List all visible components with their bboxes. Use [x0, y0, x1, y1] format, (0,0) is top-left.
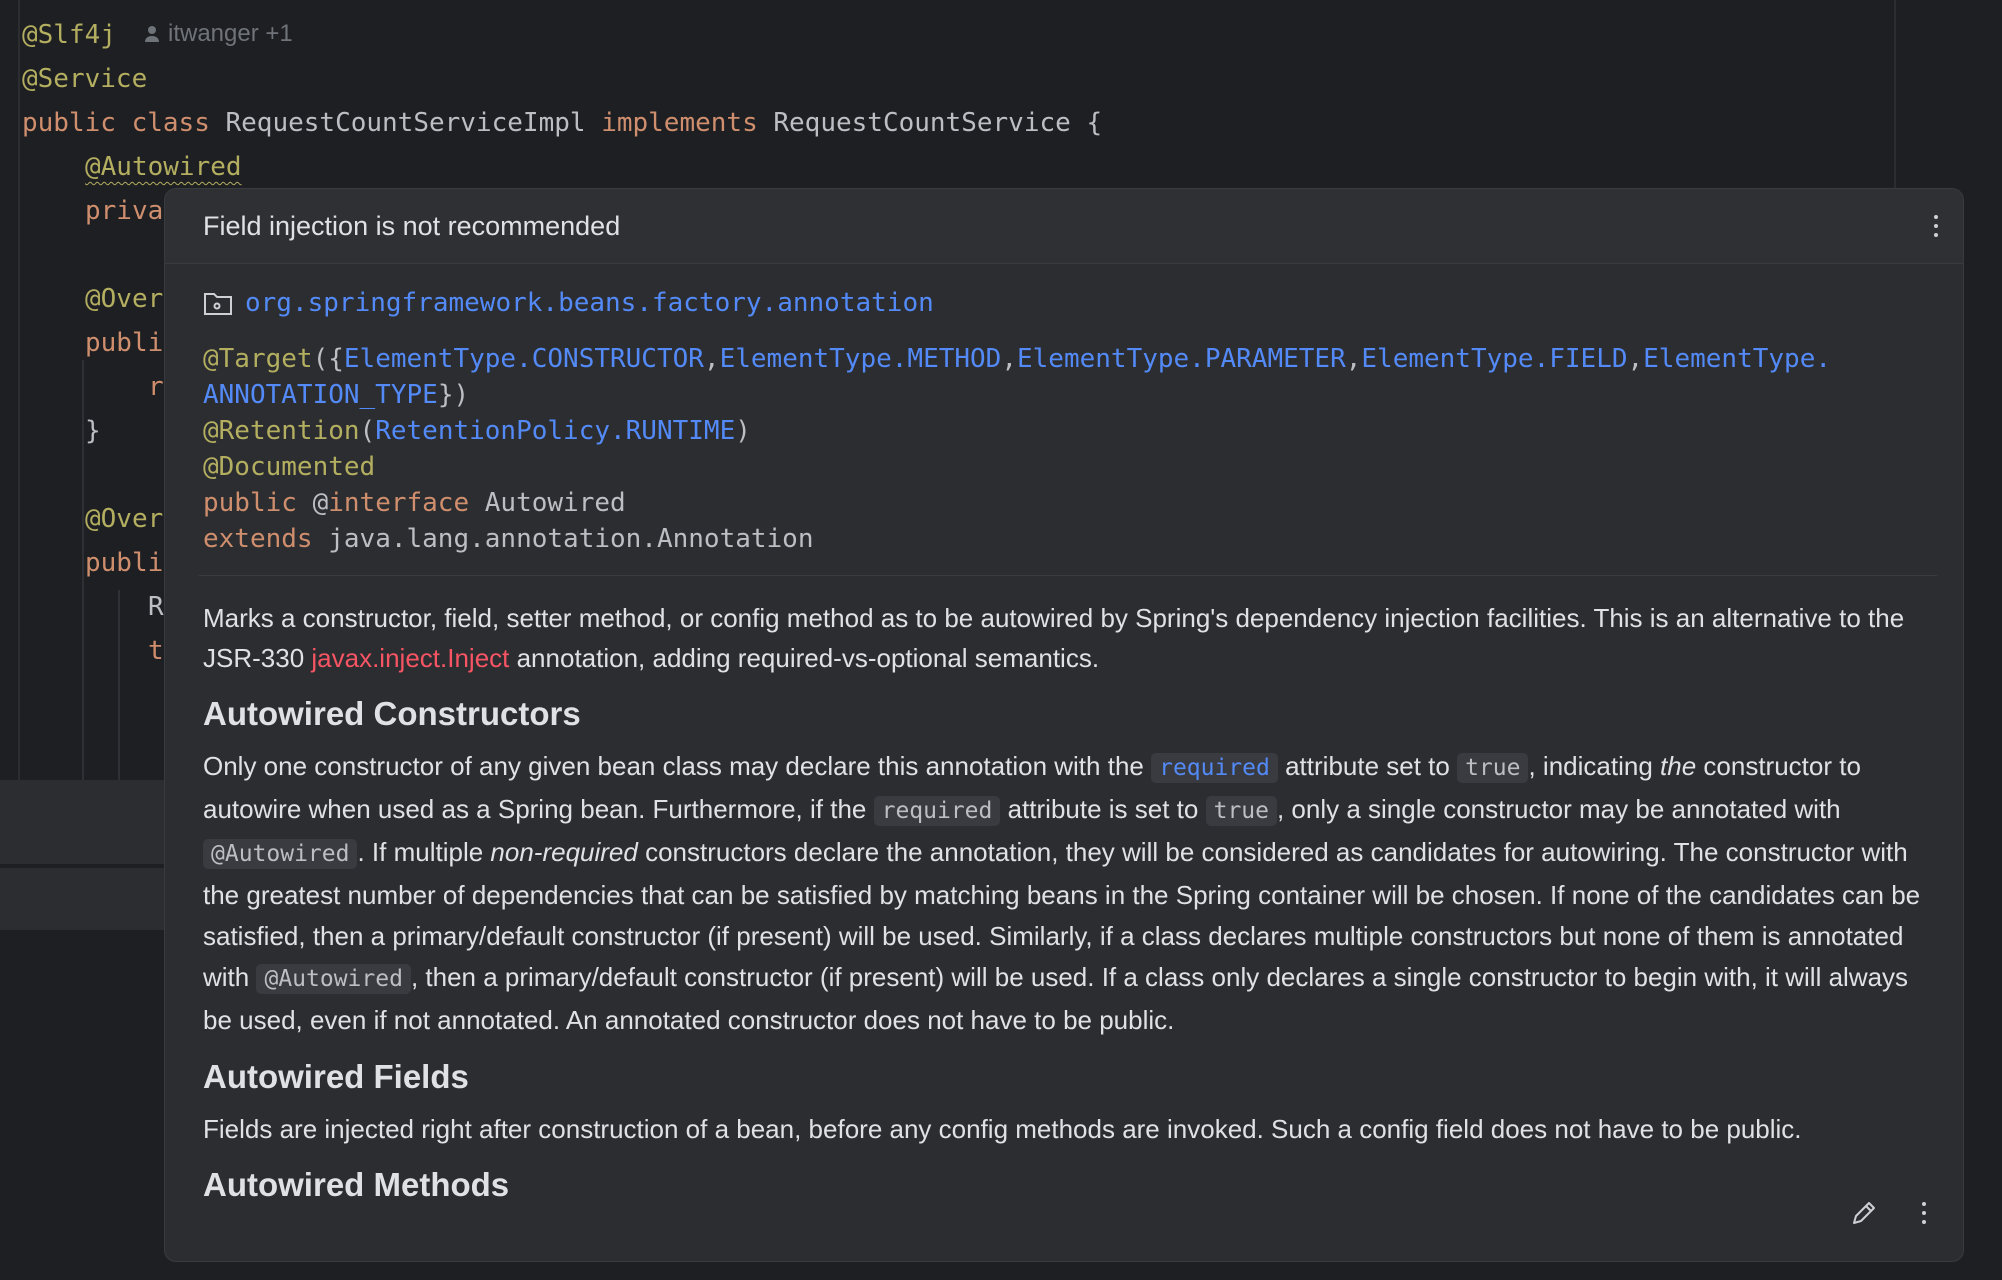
target-open: ({ — [312, 344, 344, 374]
popup-title: Field injection is not recommended — [203, 211, 621, 241]
code-line — [85, 546, 163, 580]
code-token: @Autowired — [85, 152, 242, 182]
element-type-link[interactable]: ElementType.PARAMETER — [1017, 344, 1346, 374]
code-token: } — [85, 416, 101, 446]
true-code: true — [1206, 796, 1277, 826]
code-line — [22, 62, 147, 96]
documentation-body — [203, 285, 1933, 1217]
text: constructor to autowire when used as a Spring bean. Furthermore, if the — [203, 751, 1861, 824]
code-token: priva — [85, 196, 164, 226]
code-token: publi — [85, 548, 164, 578]
annotation-signature — [203, 341, 1933, 557]
code-line — [148, 590, 164, 624]
text: attribute set to — [1277, 751, 1458, 781]
public-keyword: public — [203, 488, 297, 518]
target-line — [203, 341, 1933, 377]
element-type-link[interactable]: ElementType.METHOD — [719, 344, 1002, 374]
target-wrap-link[interactable]: ANNOTATION_TYPE — [203, 380, 438, 410]
code-token: publi — [85, 328, 164, 358]
code-line — [85, 194, 163, 228]
text: , indicating — [1528, 751, 1661, 781]
jsr330-link[interactable]: javax.inject.Inject — [311, 643, 510, 673]
editor-band — [0, 868, 170, 930]
text: attribute is set to — [1000, 794, 1206, 824]
paren-close: ) — [735, 416, 751, 446]
more-vertical-icon[interactable] — [1921, 206, 1951, 246]
quick-documentation-popup[interactable] — [164, 188, 1964, 1262]
annotation-name: Autowired — [484, 488, 626, 518]
code-line — [22, 106, 1102, 140]
code-token: @Service — [22, 64, 148, 94]
popup-footer-tools — [1849, 1193, 1939, 1233]
text: . If multiple — [357, 837, 491, 867]
code-token: R — [148, 592, 164, 622]
extends-type: java.lang.annotation.Annotation — [328, 524, 814, 554]
code-token: r — [148, 372, 164, 402]
autowired-code: @Autowired — [256, 964, 410, 994]
package-name[interactable]: org.springframework.beans.factory.annotation — [245, 288, 934, 318]
code-token: class — [131, 108, 226, 138]
code-line — [85, 326, 163, 360]
retention-value-link[interactable]: RetentionPolicy.RUNTIME — [375, 416, 736, 446]
element-type-link[interactable]: ElementType.FIELD — [1361, 344, 1628, 374]
comma: , — [1001, 344, 1017, 374]
target-items — [344, 344, 1831, 374]
required-code: required — [874, 796, 1001, 826]
true-code: true — [1457, 753, 1528, 783]
code-token: implements — [601, 108, 774, 138]
editor-band — [0, 780, 170, 864]
code-token: @Over — [85, 284, 164, 314]
pencil-icon[interactable] — [1849, 1198, 1879, 1228]
code-line — [85, 150, 242, 184]
intro-text: Marks a constructor, field, setter method, or config method as to be autowired by Spring's dependency injection facilities. This is an alternative to the JSR-330 — [203, 603, 1905, 673]
person-icon — [144, 25, 160, 43]
intro-paragraph — [203, 598, 1933, 678]
section-heading-constructors: Autowired Constructors — [203, 695, 581, 732]
target-close: }) — [437, 380, 470, 410]
package-folder-icon — [203, 290, 233, 316]
more-vertical-icon[interactable] — [1909, 1193, 1939, 1233]
emphasis: non-required — [490, 837, 638, 867]
text: constructors declare the annotation, they will be considered as candidates for autowiring. The constructor with the greatest number of dependencies that can be satisfied by matching beans in the Spring container will be chosen. If none of the candidates can be satisfied, then a primary/default constructor (if present) will be used. Similarly, if a class declares multiple constructors but none of them is annotated with — [203, 837, 1921, 992]
code-line — [85, 282, 163, 316]
element-type-link[interactable]: ElementType.CONSTRUCTOR — [343, 344, 704, 374]
element-type-link[interactable]: ElementType. — [1643, 344, 1831, 374]
indent-guide — [118, 590, 120, 780]
code-token: public — [22, 108, 132, 138]
comma: , — [1345, 344, 1362, 374]
target-annotation: @Target — [203, 344, 313, 374]
text: , then a primary/default constructor (if present) will be used. If a class only declares a single constructor to begin with, it will always be used, even if not annotated. An annotated constructor does not have to be public. — [203, 962, 1909, 1035]
indent-guide — [82, 360, 84, 780]
fields-paragraph: Fields are injected right after construction of a bean, before any config methods are invoked. Such a config field does not have to be public. — [203, 1114, 1802, 1144]
code-line — [148, 370, 164, 404]
code-token: @Over — [85, 504, 164, 534]
code-token: RequestCountServiceImpl — [225, 108, 602, 138]
popup-header — [165, 189, 1963, 264]
autowired-code: @Autowired — [203, 839, 357, 869]
code-token: t — [148, 636, 164, 666]
comma: , — [1627, 344, 1644, 374]
code-line — [148, 634, 164, 668]
constructors-paragraph — [203, 746, 1933, 1041]
documented-annotation: @Documented — [203, 452, 376, 482]
text: , only a single constructor may be annotated with — [1276, 794, 1841, 824]
emphasis: the — [1660, 751, 1697, 781]
code-line — [22, 18, 116, 52]
code-token: @Slf4j — [22, 20, 116, 50]
paren-open: ( — [359, 416, 376, 446]
text: Only one constructor of any given bean class may declare this annotation with the — [203, 751, 1152, 781]
author-label: itwanger +1 — [168, 20, 293, 47]
code-line — [85, 502, 163, 536]
at-sign: @ — [312, 488, 329, 518]
section-heading-fields: Autowired Fields — [203, 1058, 469, 1095]
retention-annotation: @Retention — [203, 416, 360, 446]
code-token: RequestCountService { — [773, 108, 1103, 138]
code-line — [85, 414, 101, 448]
comma: , — [703, 344, 720, 374]
extends-keyword: extends — [203, 524, 313, 554]
required-code-link[interactable]: required — [1151, 753, 1278, 783]
package-row[interactable] — [203, 285, 1933, 321]
interface-keyword: interface — [328, 488, 470, 518]
divider — [199, 575, 1937, 576]
left-gutter-border — [18, 0, 20, 780]
code-vision-author[interactable] — [144, 20, 293, 48]
section-heading-methods: Autowired Methods — [203, 1166, 510, 1203]
intro-text-end: annotation, adding required-vs-optional semantics. — [509, 643, 1100, 673]
